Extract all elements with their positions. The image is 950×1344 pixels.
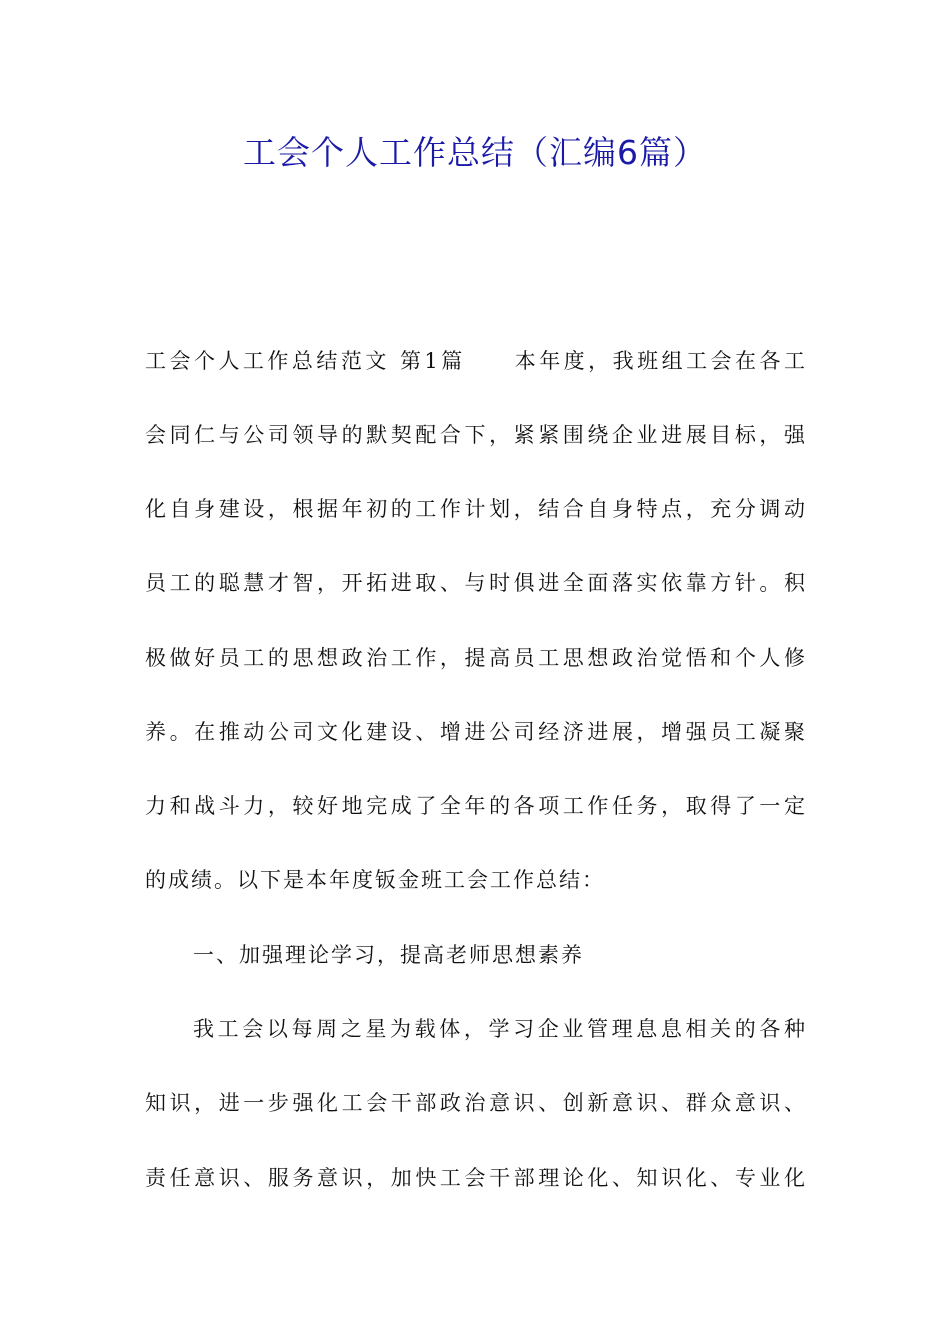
body-line-4: 员工的聪慧才智，开拓进取、与时俱进全面落实依靠方针。积: [145, 571, 807, 595]
body-line-8: 的成绩。以下是本年度钣金班工会工作总结：: [145, 868, 605, 892]
body-line-6: 养。在推动公司文化建设、增进公司经济进展，增强员工凝聚: [145, 720, 807, 744]
document-title: 工会个人工作总结（汇编6篇）: [243, 133, 707, 172]
body-line-11: 知识，进一步强化工会干部政治意识、创新意识、群众意识、: [145, 1091, 807, 1115]
body-line-5: 极做好员工的思想政治工作，提高员工思想政治觉悟和个人修: [145, 646, 807, 670]
body-line-12: 责任意识、服务意识，加快工会干部理论化、知识化、专业化: [145, 1166, 807, 1190]
body-line-3: 化自身建设，根据年初的工作计划，结合自身特点，充分调动: [145, 497, 807, 521]
body-line-10: 我工会以每周之星为载体，学习企业管理息息相关的各种: [193, 1017, 807, 1041]
body-line-2: 会同仁与公司领导的默契配合下，紧紧围绕企业进展目标，强: [145, 423, 807, 447]
section-heading: 一、加强理论学习，提高老师思想素养: [193, 943, 584, 967]
body-line-7: 力和战斗力，较好地完成了全年的各项工作任务，取得了一定: [145, 794, 807, 818]
body-line-1: 工会个人工作总结范文 第1篇 本年度，我班组工会在各工: [145, 349, 807, 373]
